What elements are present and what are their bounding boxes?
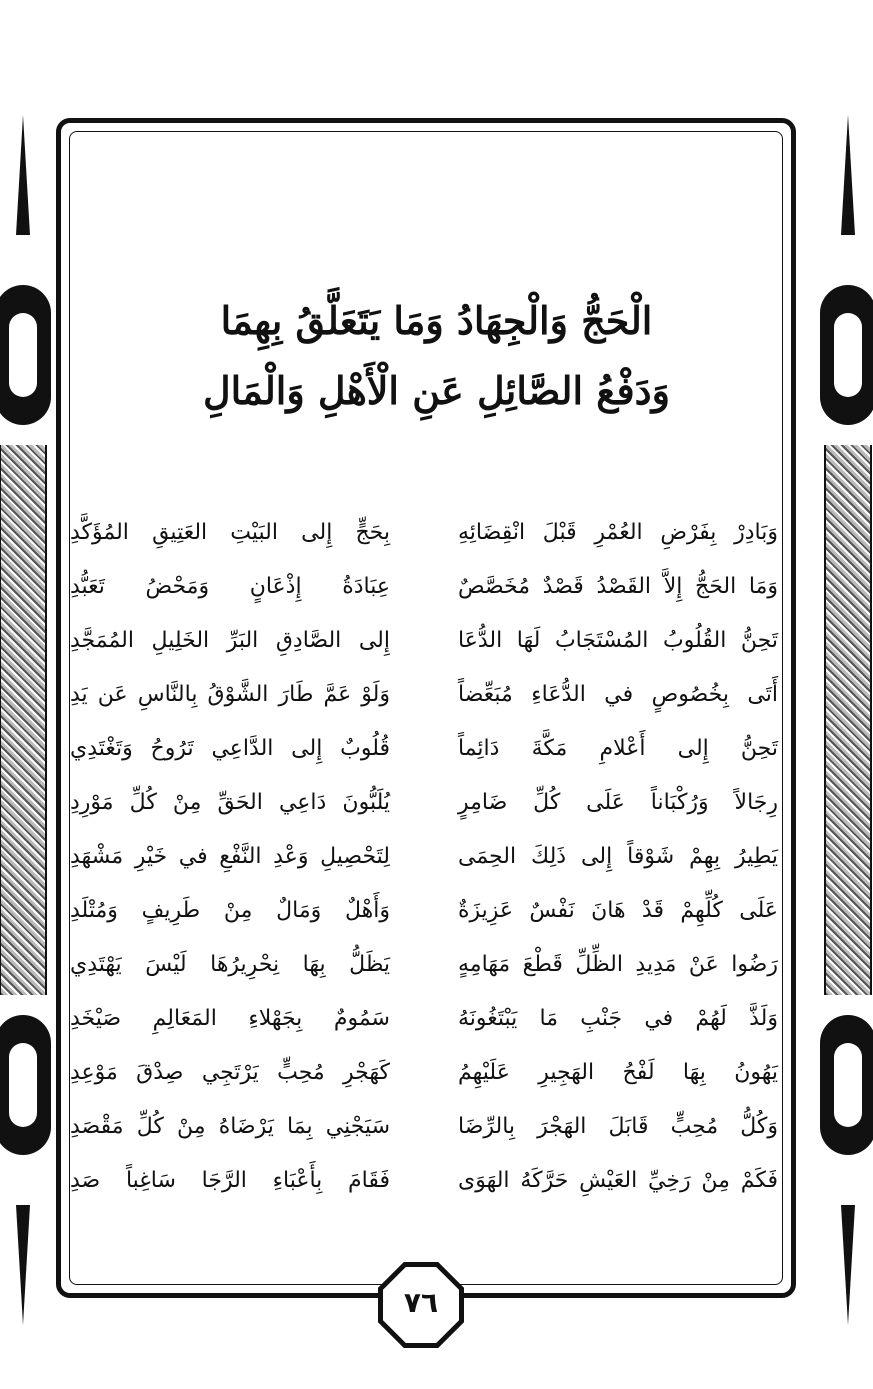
verse-row bbox=[70, 724, 790, 774]
right-ornament-top-spike bbox=[841, 115, 855, 235]
verse-second-hemistich: يَظَلُّ بِهَا نِحْرِيرُهَا لَيْسَ يَهْتَدِي bbox=[70, 952, 390, 977]
verse-first-hemistich: فَكَمْ مِنْ رَخِيِّ العَيْشِ حَرَّكَهُ الهَوَى bbox=[458, 1168, 778, 1193]
verse-row bbox=[70, 562, 790, 612]
verse-first-hemistich: أَتَى بِخُصُوصٍ في الدُّعَاءِ مُبَعِّضاً bbox=[458, 682, 778, 707]
verse-first-hemistich: يَطِيرُ بِهِمْ شَوْقاً إِلى ذَلِكَ الحِمَى bbox=[458, 844, 778, 869]
left-ornament-strip bbox=[0, 115, 52, 1325]
verse-second-hemistich: كَهَجْرِ مُحِبٍّ يَرْتَجِي صِدْقَ مَوْعِدِ bbox=[70, 1060, 390, 1085]
verse-second-hemistich: عِبَادَةُ إِذْعَانٍ وَمَحْضُ تَعَبُّدِ bbox=[70, 574, 390, 599]
verse-second-hemistich: فَقَامَ بِأَعْبَاءِ الرَّجَا سَاغِباً صَدِ bbox=[70, 1168, 390, 1193]
verse-first-hemistich: تَحِنُّ القُلُوبُ المُسْتَجَابُ لَهَا الدُّعَا bbox=[458, 628, 778, 653]
verse-first-hemistich: تَحِنُّ إِلى أَعْلامِ مَكَّةَ دَائِماً bbox=[458, 736, 778, 761]
left-ornament-bottom-knot bbox=[0, 1015, 51, 1155]
verse-first-hemistich: وَبَادِرْ بِفَرْضِ العُمْرِ قَبْلَ انْقِضَائِهِ bbox=[458, 520, 778, 545]
page-number-badge bbox=[378, 1262, 464, 1348]
verse-first-hemistich: يَهُونُ بِهَا لَفْحُ الهَجِيرِ عَلَيْهِمُ bbox=[458, 1060, 778, 1085]
verse-second-hemistich: بِحَجٍّ إِلى البَيْتِ العَتِيقِ المُؤَكَّدِ bbox=[70, 520, 390, 545]
verse-first-hemistich: عَلَى كُلِّهِمْ قَدْ هَانَ نَفْسٌ عَزِيزَةٌ bbox=[458, 898, 778, 923]
verse-row bbox=[70, 778, 790, 828]
verse-second-hemistich: سَمُومٌ بِجَهْلاءِ المَعَالِمِ صَيْخَدِ bbox=[70, 1006, 390, 1031]
right-ornament-pattern bbox=[824, 445, 872, 995]
verse-row bbox=[70, 1048, 790, 1098]
verse-second-hemistich: وَأَهْلٌ وَمَالٌ مِنْ طَرِيفٍ وَمُتْلَدِ bbox=[70, 898, 390, 923]
verse-row bbox=[70, 670, 790, 720]
page-number: ٧٦ bbox=[403, 1286, 439, 1319]
chapter-title-line-2: وَدَفْعُ الصَّائِلِ عَنِ الْأَهْلِ وَالْمَالِ bbox=[203, 368, 670, 413]
verse-second-hemistich: قُلُوبٌ إِلى الدَّاعِي تَرُوحُ وَتَغْتَدِي bbox=[70, 736, 390, 761]
verse-row bbox=[70, 886, 790, 936]
right-ornament-strip bbox=[819, 115, 873, 1325]
verse-row bbox=[70, 940, 790, 990]
verse-row bbox=[70, 508, 790, 558]
verse-row bbox=[70, 994, 790, 1044]
verse-first-hemistich: رِجَالاً وَرُكْبَاناً عَلَى كُلِّ ضَامِرٍ bbox=[458, 790, 778, 815]
left-ornament-top-knot bbox=[0, 285, 51, 425]
verse-second-hemistich: لِتَحْصِيلِ وَعْدِ النَّفْعِ في خَيْرِ مَشْهَدِ bbox=[70, 844, 390, 869]
left-ornament-top-spike bbox=[16, 115, 30, 235]
verse-second-hemistich: إِلى الصَّادِقِ البَرِّ الخَلِيلِ المُمَجَّدِ bbox=[70, 628, 390, 653]
verse-row bbox=[70, 832, 790, 882]
left-ornament-pattern bbox=[0, 445, 47, 995]
verse-row bbox=[70, 1156, 790, 1206]
chapter-title-line-1: الْحَجُّ وَالْجِهَادُ وَمَا يَتَعَلَّقُ بِهِمَا bbox=[220, 298, 653, 343]
verse-row bbox=[70, 1102, 790, 1152]
right-ornament-bottom-knot bbox=[820, 1015, 873, 1155]
left-ornament-bottom-spike bbox=[16, 1205, 30, 1325]
right-ornament-top-knot bbox=[820, 285, 873, 425]
verse-second-hemistich: سَيَجْنِي بِمَا يَرْضَاهُ مِنْ كُلِّ مَقْصَدِ bbox=[70, 1114, 390, 1139]
verse-first-hemistich: وَلَذَّ لَهُمْ في جَنْبِ مَا يَبْتَغُونَهُ bbox=[458, 1006, 778, 1031]
verse-row bbox=[70, 616, 790, 666]
verse-second-hemistich: يُلَبُّونَ دَاعِي الحَقِّ مِنْ كُلِّ مَوْرِدِ bbox=[70, 790, 390, 815]
verse-first-hemistich: وَمَا الحَجُّ إِلاَّ القَصْدُ قَصْدٌ مُخَصَّصٌ bbox=[458, 574, 778, 599]
verse-second-hemistich: وَلَوْ عَمَّ طَارَ الشَّوْقُ بِالنَّاسِ عَن يَدِ bbox=[70, 682, 390, 707]
verse-first-hemistich: وَكُلُّ مُحِبٍّ قَابَلَ الهَجْرَ بِالرِّضَا bbox=[458, 1114, 778, 1139]
verse-first-hemistich: رَضُوا عَنْ مَدِيدِ الظِّلِّ قَطْعَ مَهَامِهٍ bbox=[458, 952, 778, 977]
right-ornament-bottom-spike bbox=[841, 1205, 855, 1325]
